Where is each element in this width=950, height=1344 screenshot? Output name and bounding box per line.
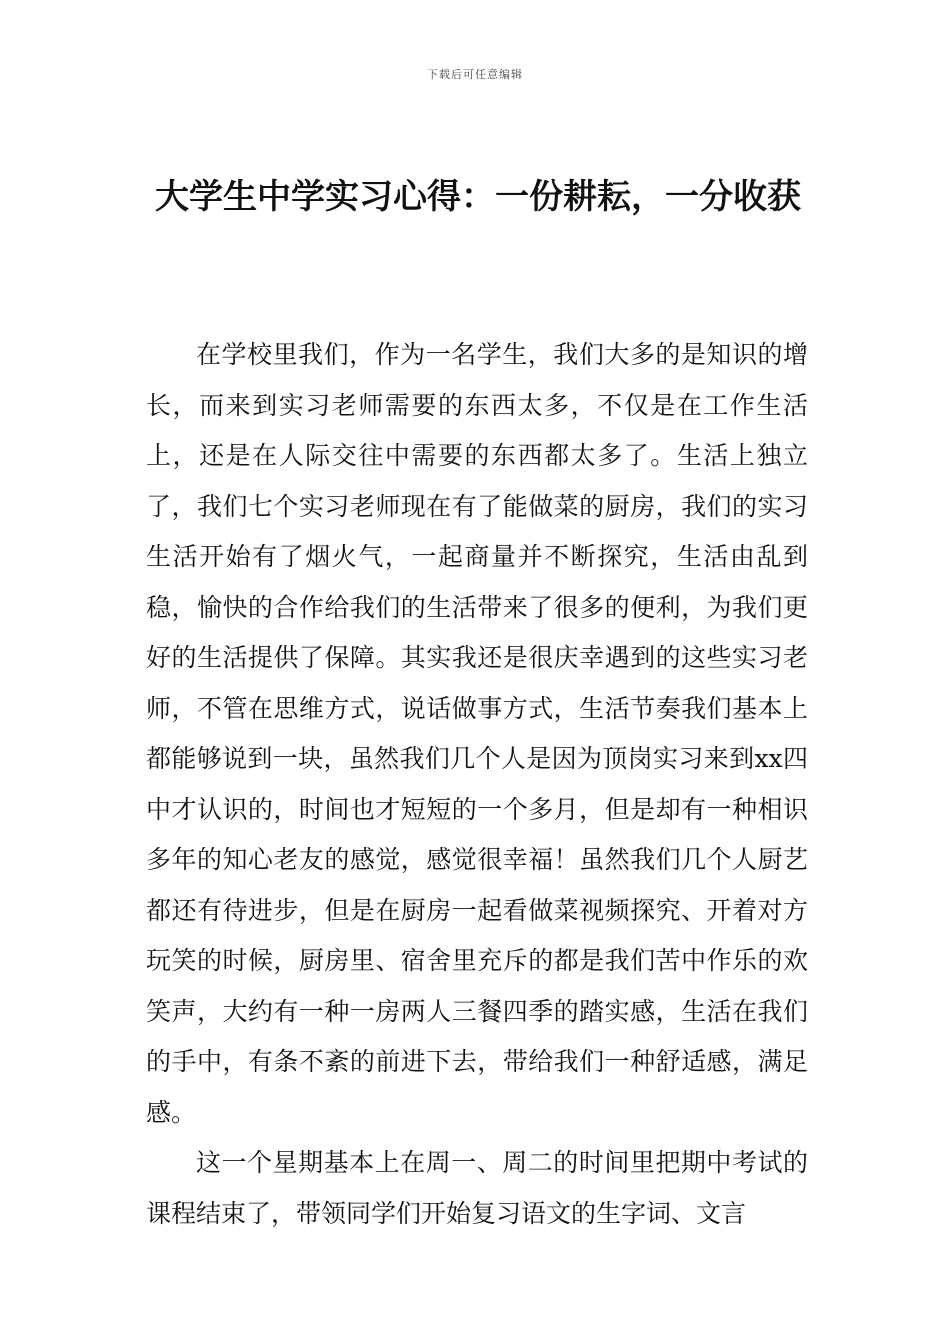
paragraph: 这一个星期基本上在周一、周二的时间里把期中考试的课程结束了，带领同学们开始复习语文的生字词、文言	[146, 1148, 808, 1228]
document-title: 大学生中学实习心得：一份耕耘，一分收获	[155, 177, 801, 217]
header-note: 下载后可任意编辑	[427, 68, 523, 81]
document-body	[146, 330, 808, 1239]
paragraph: 在学校里我们，作为一名学生，我们大多的是知识的增长，而来到实习老师需要的东西太多，不仅是在工作生活上，还是在人际交往中需要的东西都太多了。生活上独立了，我们七个实习老师现在有了能做菜的厨房，我们的实习生活开始有了烟火气，一起商量并不断探究，生活由乱到稳，愉快的合作给我们的生活带来了很多的便利，为我们更好的生活提供了保障。其实我还是很庆幸遇到的这些实习老师，不管在思维方式，说话做事方式，生活节奏我们基本上都能够说到一块，虽然我们几个人是因为顶岗实习来到xx四中才认识的，时间也才短短的一个多月，但是却有一种相识多年的知心老友的感觉，感觉很幸福！虽然我们几个人厨艺都还有待进步，但是在厨房一起看做菜视频探究、开着对方玩笑的时候，厨房里、宿舍里充斥的都是我们苦中作乐的欢笑声，大约有一种一房两人三餐四季的踏实感，生活在我们的手中，有条不紊的前进下去，带给我们一种舒适感，满足感。	[146, 340, 808, 1127]
